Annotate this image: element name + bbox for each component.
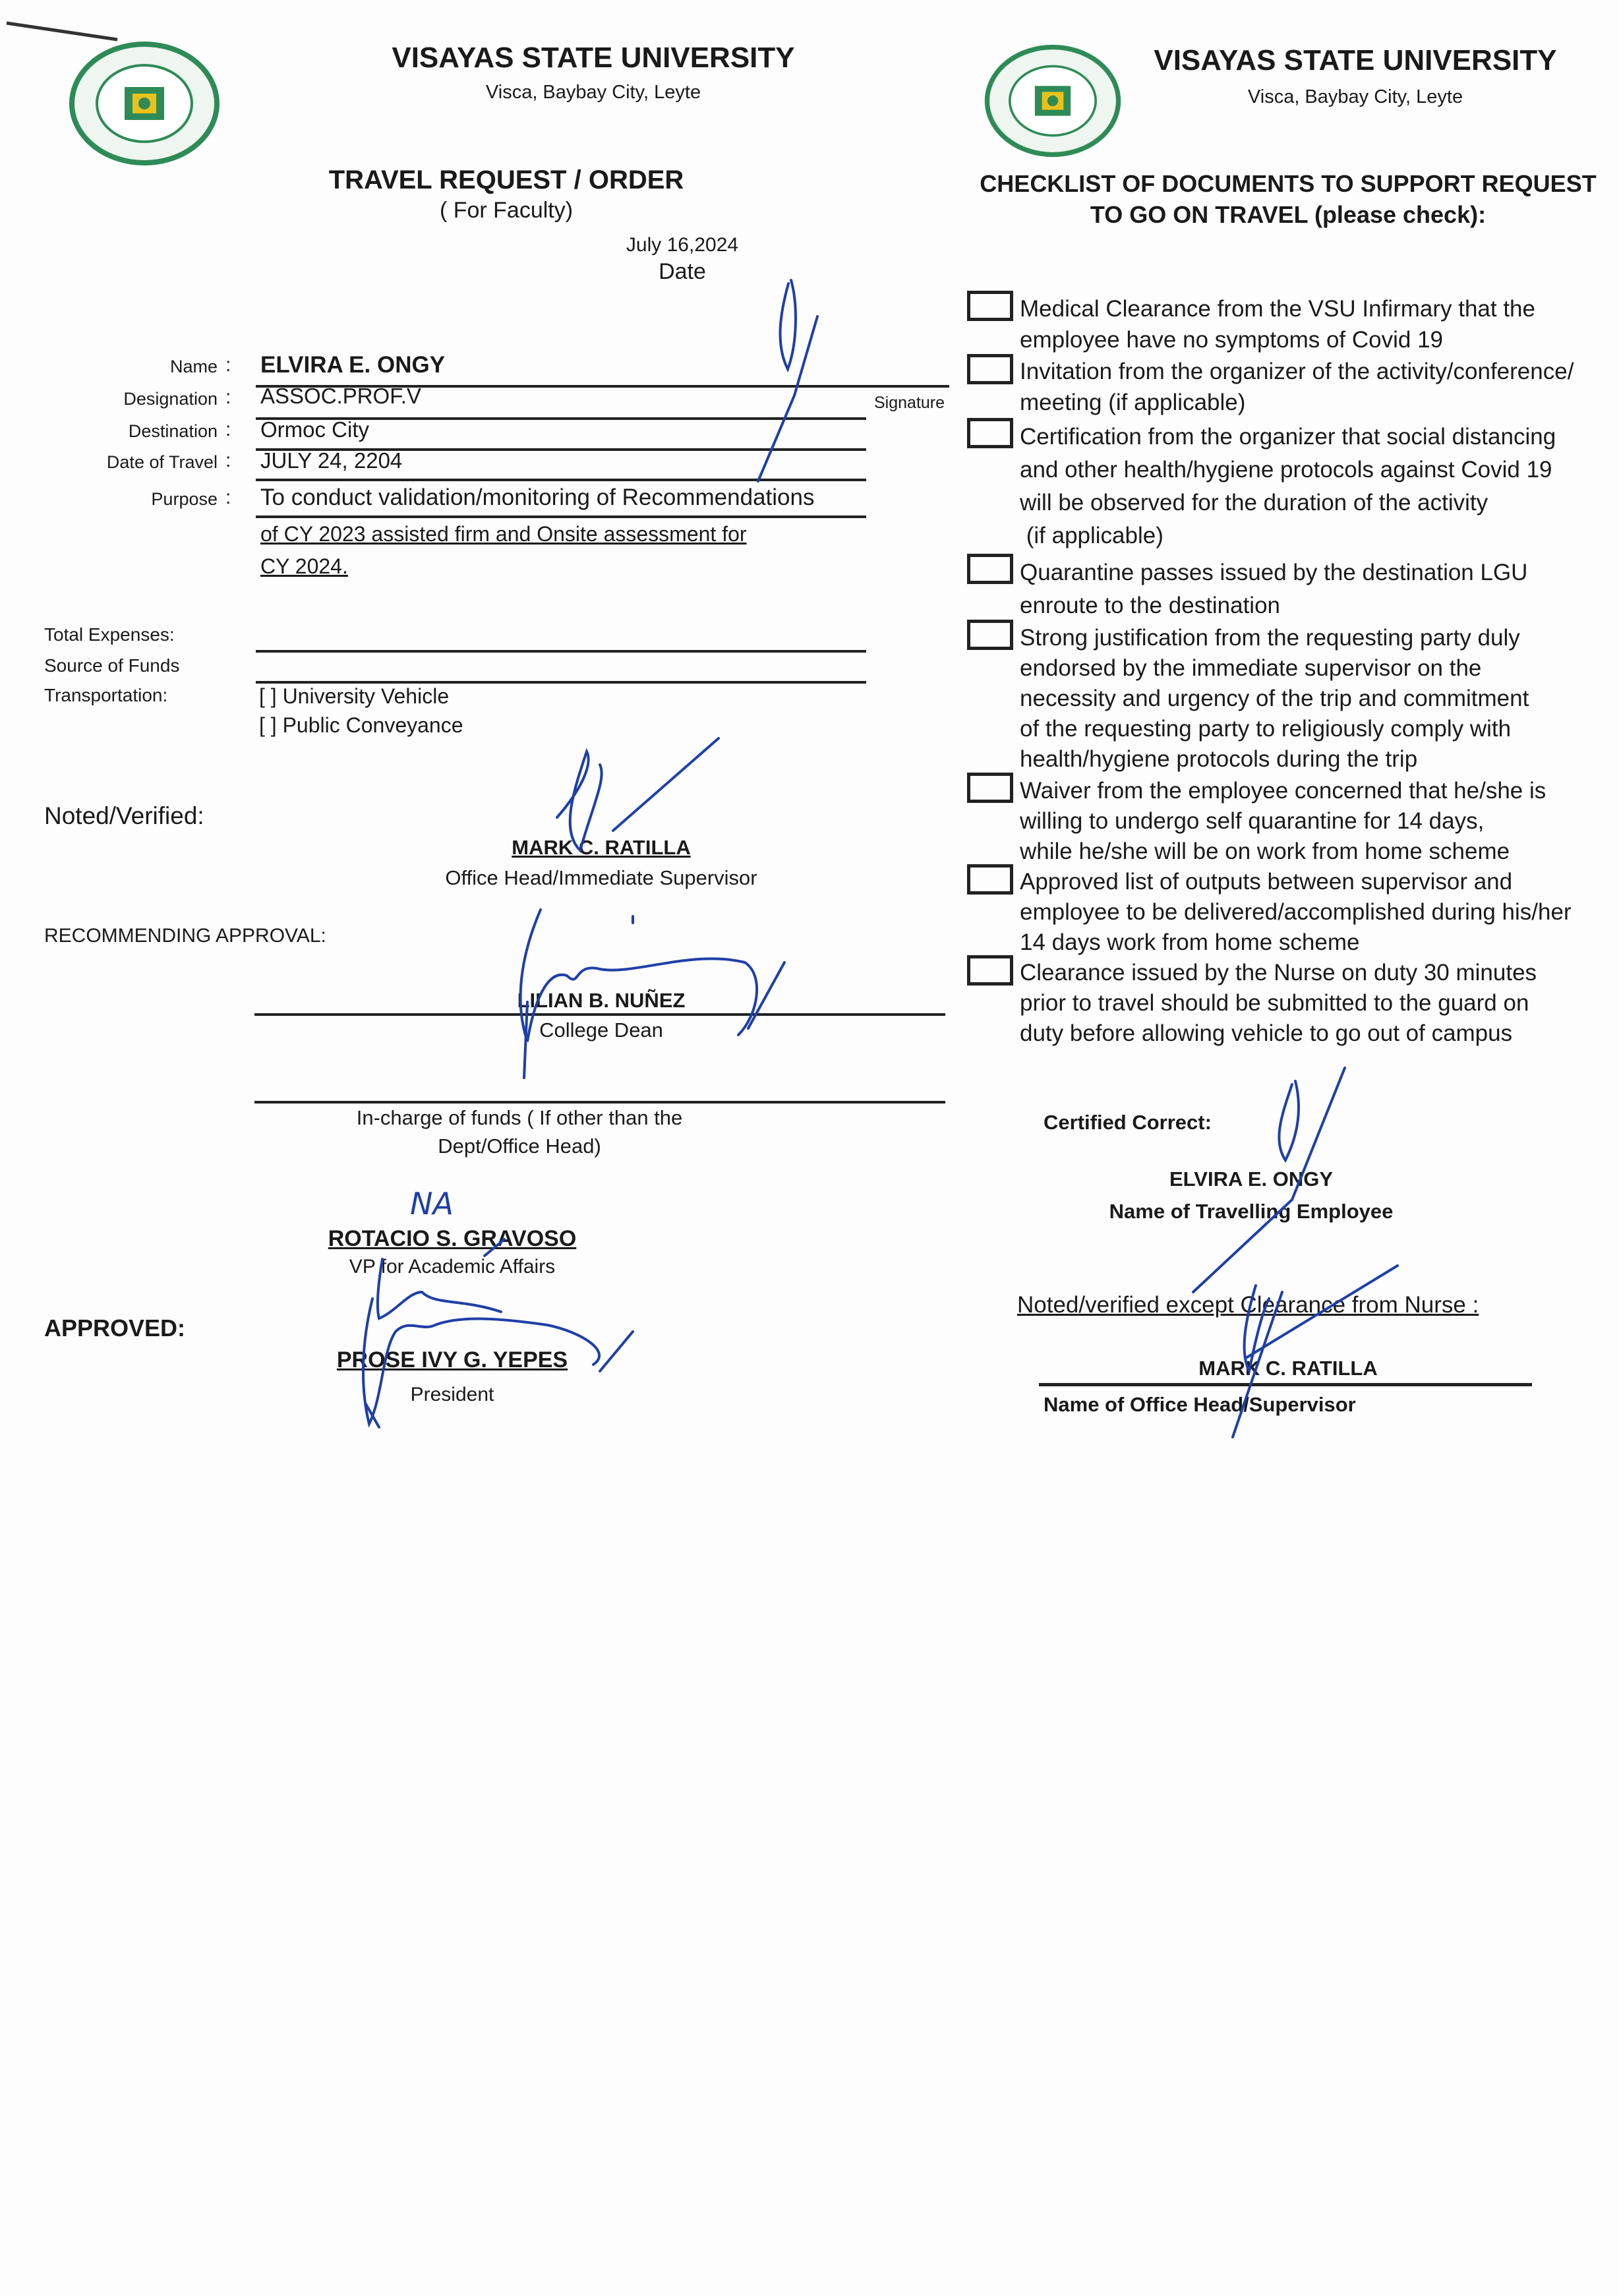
dean-title: College Dean [539, 1018, 663, 1042]
checklist-item [1020, 556, 1527, 622]
purpose-continued: of CY 2023 assisted firm and Onsite assessment for [260, 522, 747, 546]
date-of-travel-label: Date of Travel [106, 452, 218, 472]
form-title: TRAVEL REQUEST / ORDER [328, 165, 684, 194]
item-line: Clearance issued by the Nurse on duty 30 minutes [1020, 960, 1537, 986]
vp-name: ROTACIO S. GRAVOSO [328, 1226, 577, 1251]
item-line: will be observed for the duration of the activity [1020, 490, 1488, 515]
name-value: ELVIRA E. ONGY [260, 352, 446, 378]
colon: : [225, 354, 231, 376]
funds-title: In-charge of funds ( If other than the [356, 1106, 683, 1129]
item-line: enroute to the destination [1020, 593, 1281, 618]
employee-caption: Name of Travelling Employee [1109, 1200, 1394, 1223]
checkbox-invitation[interactable] [967, 354, 1013, 384]
president-title: President [410, 1384, 494, 1405]
item-line: of the requesting party to religiously comply with [1020, 716, 1512, 742]
vsu-logo-right [980, 44, 1125, 158]
item-line: endorsed by the immediate supervisor on the [1020, 655, 1482, 681]
transportation-label: Transportation: [44, 685, 168, 705]
item-line: Invitation from the organizer of the activity/conference/ [1020, 359, 1574, 384]
item-line: duty before allowing vehicle to go out of campus [1020, 1020, 1513, 1046]
checklist-item [1020, 421, 1556, 552]
checkbox-medical-clearance[interactable] [967, 291, 1013, 321]
head-name: MARK C. RATILLA [1198, 1357, 1378, 1380]
checklist-item [1020, 623, 1529, 775]
employee-signature [758, 280, 817, 481]
colon: : [225, 419, 231, 440]
designation-label: Designation [123, 389, 218, 409]
source-of-funds-line [256, 681, 866, 684]
date-of-travel-line [256, 479, 866, 481]
supervisor-name: MARK C. RATILLA [512, 836, 691, 859]
president-name: PROSE IVY G. YEPES [336, 1347, 568, 1372]
university-address: Visca, Baybay City, Leyte [485, 82, 701, 103]
checkbox-quarantine-passes[interactable] [967, 554, 1013, 584]
university-address-right: Visca, Baybay City, Leyte [1247, 86, 1463, 107]
item-line: Approved list of outputs between supervisor and [1020, 869, 1513, 895]
approved-label: APPROVED: [44, 1314, 186, 1341]
checkbox-waiver[interactable] [967, 773, 1013, 803]
destination-label: Destination [128, 421, 218, 441]
head-signature-line [1039, 1383, 1532, 1386]
checkbox-nurse-clearance[interactable] [967, 955, 1013, 986]
dean-name: LILIAN B. NUÑEZ [517, 989, 686, 1012]
designation-value: ASSOC.PROF.V [260, 384, 421, 408]
vsu-logo-left [69, 41, 220, 166]
noted-verified-label: Noted/Verified: [44, 802, 204, 829]
colon: : [225, 486, 231, 508]
date-of-travel-value: JULY 24, 2204 [260, 448, 403, 473]
certified-correct-label: Certified Correct: [1044, 1111, 1212, 1134]
total-expenses-line [256, 650, 866, 653]
item-line: Waiver from the employee concerned that he/she is [1020, 778, 1546, 804]
noted-except-label: Noted/verified except Clearance from Nurse : [1017, 1292, 1479, 1318]
destination-value: Ormoc City [260, 417, 369, 442]
purpose-label: Purpose [151, 489, 218, 509]
item-line: Medical Clearance from the VSU Infirmary that the [1020, 296, 1535, 322]
checklist-item [1020, 867, 1572, 958]
item-line: 14 days work from home scheme [1020, 929, 1360, 955]
supervisor-title: Office Head/Immediate Supervisor [445, 866, 757, 889]
item-line: employee have no symptoms of Covid 19 [1020, 327, 1443, 353]
checkbox-certification[interactable] [967, 418, 1013, 448]
purpose-value: To conduct validation/monitoring of Recommendations [260, 485, 815, 510]
funds-title: Dept/Office Head) [438, 1134, 601, 1158]
item-line: Quarantine passes issued by the destination LGU [1020, 560, 1528, 585]
supervisor-signature [557, 738, 719, 850]
colon: : [225, 450, 231, 471]
colon: : [225, 386, 231, 408]
checkbox-approved-outputs[interactable] [967, 864, 1013, 895]
transport-option-public-conveyance[interactable]: [ ] Public Conveyance [259, 713, 463, 737]
recommending-approval-label: RECOMMENDING APPROVAL: [44, 925, 326, 947]
total-expenses-label: Total Expenses: [44, 624, 175, 645]
dean-signature-line [254, 1013, 945, 1016]
date-label: Date [659, 259, 706, 284]
request-date: July 16,2024 [626, 234, 739, 256]
item-line: willing to undergo self quarantine for 14 days, [1020, 808, 1485, 834]
funds-signature-line [254, 1101, 945, 1104]
checklist-item [1020, 958, 1537, 1049]
name-label: Name [169, 357, 218, 376]
source-of-funds-label: Source of Funds [44, 655, 180, 676]
item-line: (if applicable) [1020, 523, 1163, 548]
purpose-continued: CY 2024. [260, 554, 348, 578]
checkbox-justification[interactable] [967, 620, 1013, 650]
item-line: Strong justification from the requesting party duly [1020, 625, 1520, 651]
vp-title: VP for Academic Affairs [349, 1256, 556, 1278]
checklist-item [1020, 776, 1546, 867]
checklist-item [1020, 293, 1535, 355]
purpose-line [256, 515, 866, 518]
item-line: and other health/hygiene protocols against Covid 19 [1020, 457, 1552, 483]
item-line: prior to travel should be submitted to the guard on [1020, 990, 1529, 1016]
item-line: employee to be delivered/accomplished during his/her [1020, 899, 1572, 925]
form-subtitle: ( For Faculty) [439, 198, 574, 223]
transport-option-university-vehicle[interactable]: [ ] University Vehicle [259, 684, 450, 708]
item-line: meeting (if applicable) [1020, 390, 1246, 415]
checklist-item [1020, 356, 1574, 418]
na-handwritten: NA [410, 1186, 454, 1222]
university-name: VISAYAS STATE UNIVERSITY [392, 42, 795, 74]
checklist-title: CHECKLIST OF DOCUMENTS TO SUPPORT REQUEST [980, 170, 1597, 197]
signature-label: Signature [874, 394, 945, 412]
university-name-right: VISAYAS STATE UNIVERSITY [1154, 44, 1557, 76]
item-line: Certification from the organizer that social distancing [1020, 424, 1556, 450]
item-line: while he/she will be on work from home scheme [1020, 839, 1510, 864]
checklist-title: TO GO ON TRAVEL (please check): [1090, 201, 1487, 228]
item-line: health/hygiene protocols during the trip [1020, 746, 1418, 772]
employee-name: ELVIRA E. ONGY [1169, 1167, 1334, 1191]
item-line: necessity and urgency of the trip and commitment [1020, 686, 1529, 711]
head-caption: Name of Office Head/Supervisor [1044, 1393, 1356, 1416]
